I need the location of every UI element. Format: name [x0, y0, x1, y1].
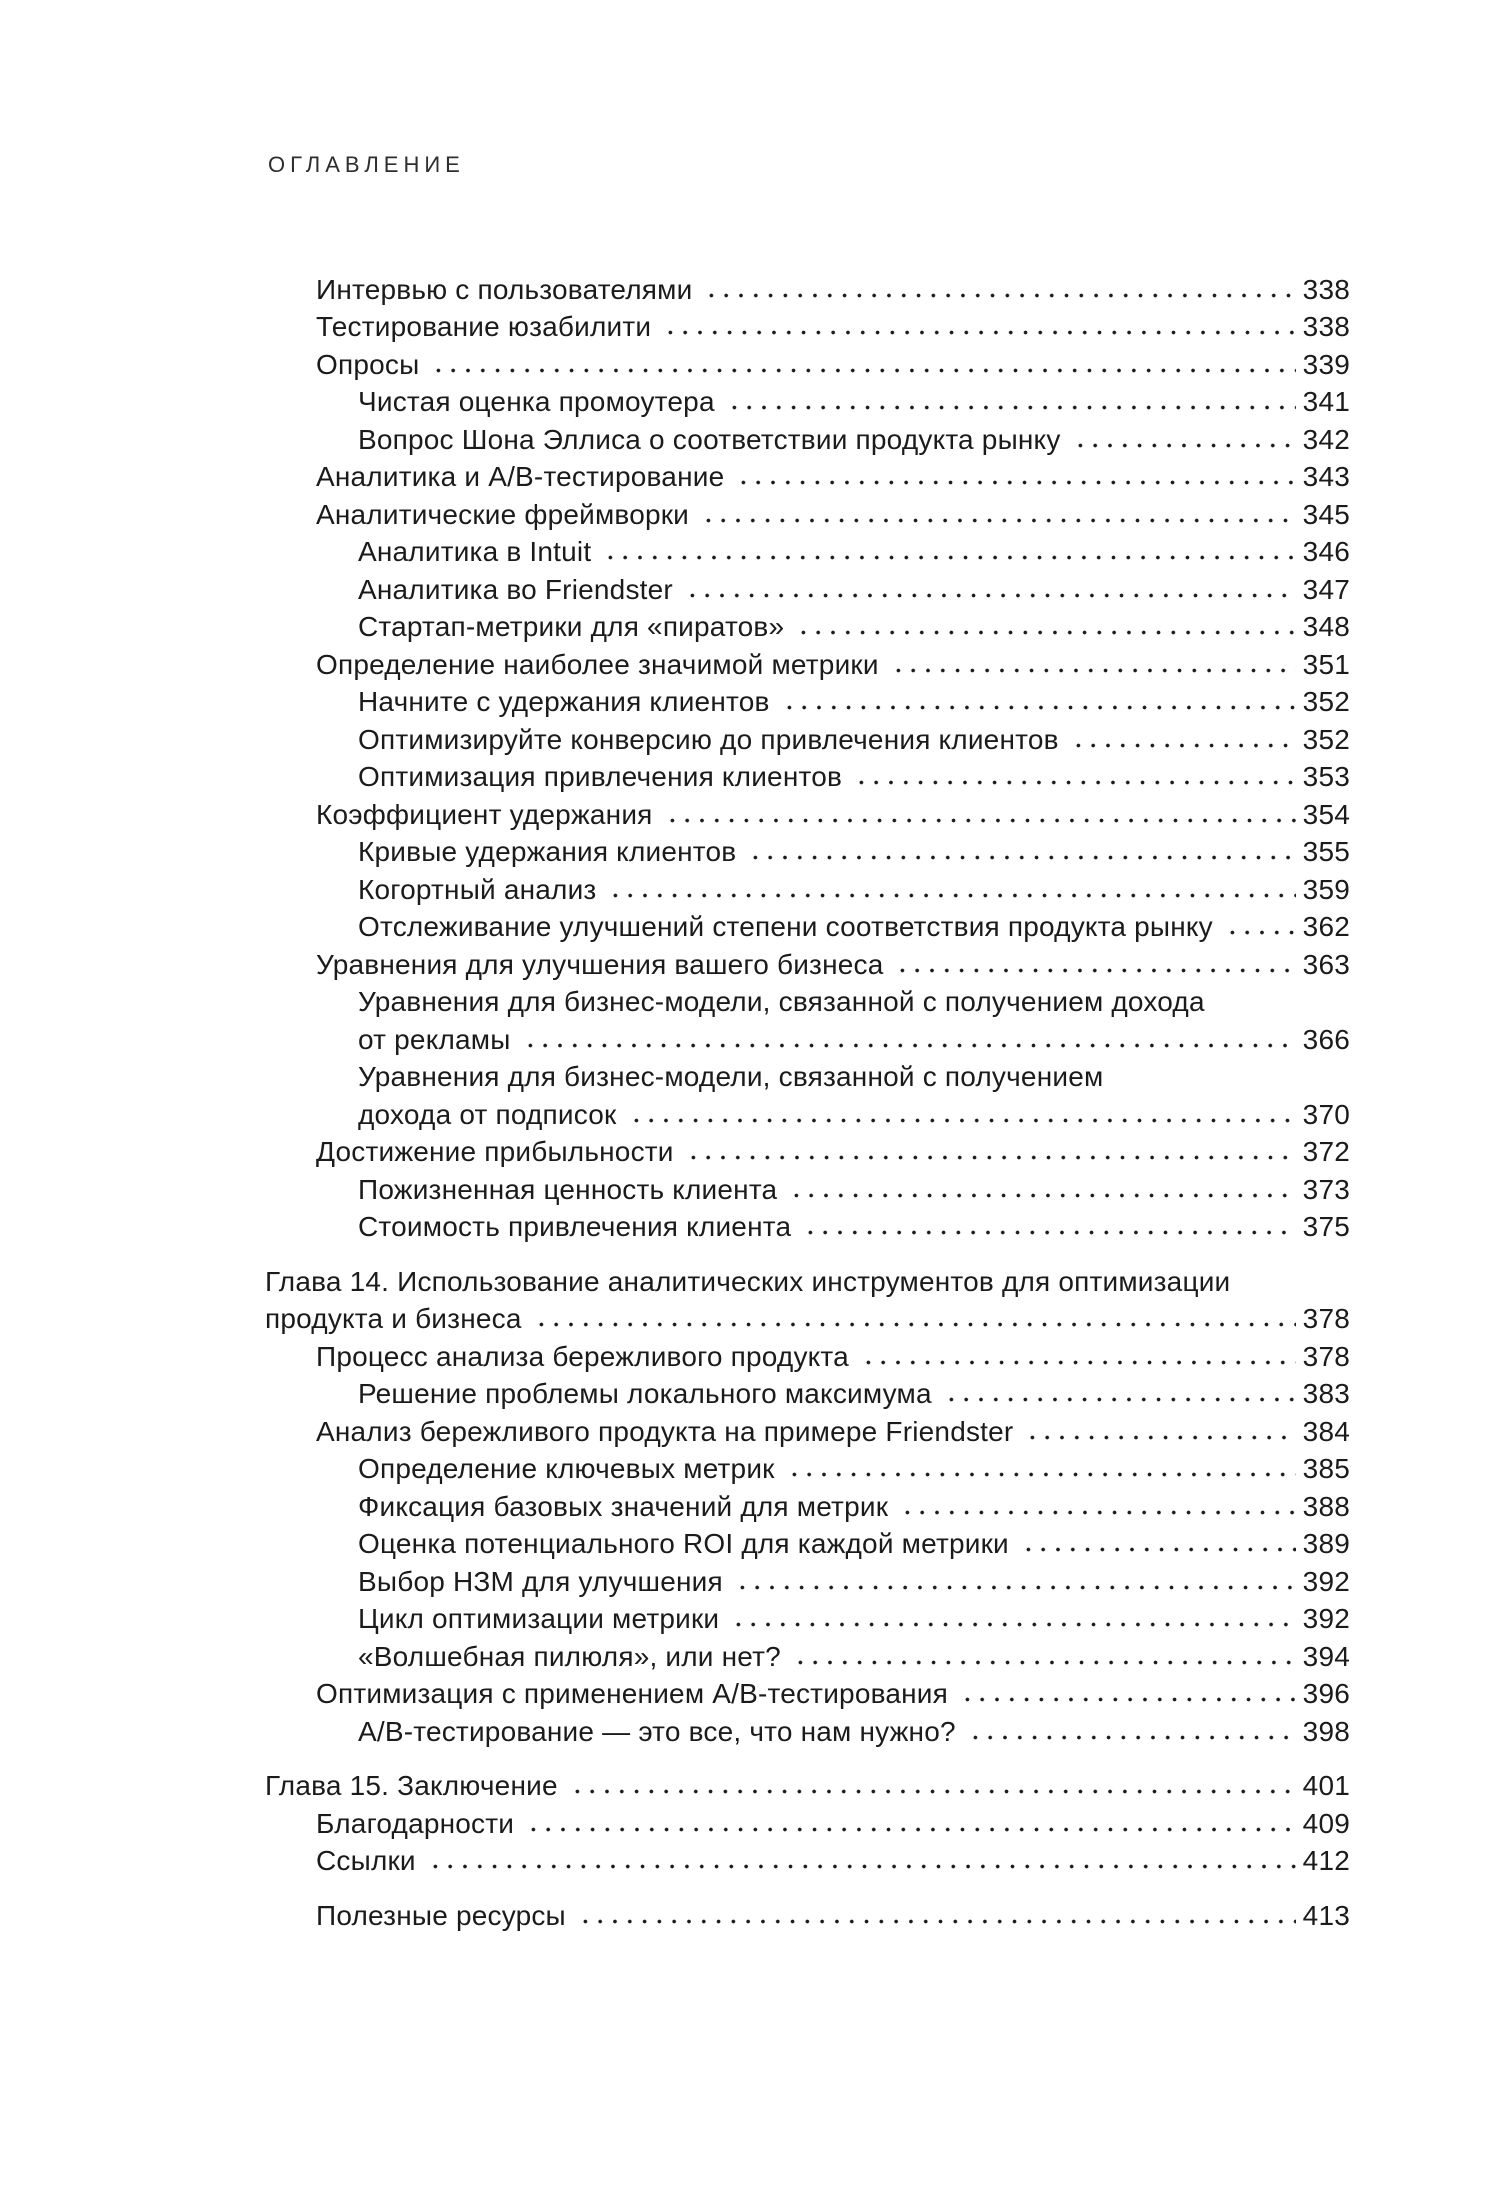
toc-entry-label: Решение проблемы локального максимума: [358, 1378, 932, 1409]
toc-page-number: 346: [1302, 536, 1350, 567]
toc-page-number: 347: [1302, 573, 1350, 605]
toc-page-number: 341: [1302, 386, 1350, 417]
toc-entry: [265, 943, 1350, 981]
toc-dot-leader: [567, 1765, 1296, 1803]
toc-entry-label: Аналитика в Intuit: [358, 536, 592, 567]
toc-page-number: 338: [1302, 273, 1350, 305]
toc-dot-leader: [1222, 906, 1296, 944]
toc-entry-label: Процесс анализа бережливого продукта: [316, 1340, 849, 1372]
toc-entry-label: Выбор НЗМ для улучшения: [358, 1565, 723, 1597]
toc-dot-leader: [888, 643, 1296, 681]
toc-dot-leader: [790, 1635, 1296, 1673]
toc-page-number: 373: [1302, 1173, 1350, 1205]
toc-dot-leader: [733, 456, 1295, 494]
toc-page-number: 370: [1302, 1098, 1350, 1130]
toc-entry-label: Оптимизация с применением A/B-тестирования: [316, 1678, 948, 1709]
toc-dot-leader: [941, 1373, 1296, 1411]
toc-entry-label: Оптимизация привлечения клиентов: [358, 761, 843, 792]
toc-entry-label: Глава 14. Использование аналитических инструментов для оптимизации: [265, 1265, 1231, 1297]
toc-dot-leader: [1068, 718, 1296, 756]
toc-dot-leader: [701, 268, 1295, 306]
toc-entry: [265, 1673, 1350, 1711]
toc-entry: [265, 1335, 1350, 1373]
toc-entry-label: Чистая оценка промоутера: [358, 386, 715, 417]
toc-entry-label: Отслеживание улучшений степени соответствия продукта рынку: [358, 911, 1213, 942]
toc-entry: [265, 1523, 1350, 1561]
toc-dot-leader: [784, 1448, 1296, 1486]
toc-page-number: 354: [1302, 798, 1350, 830]
toc-entry-label: Опросы: [316, 348, 420, 380]
toc-dot-leader: [732, 1560, 1296, 1598]
toc-entry-line: [265, 1018, 1350, 1056]
toc-dot-leader: [728, 1598, 1295, 1636]
toc-dot-leader: [575, 1894, 1296, 1932]
toc-entry: [265, 456, 1350, 494]
toc-page-number: 378: [1302, 1340, 1350, 1372]
toc-entry: [265, 1598, 1350, 1636]
toc-page-number: 352: [1302, 686, 1350, 717]
toc-dot-leader: [520, 1018, 1296, 1056]
toc-dot-leader: [600, 531, 1295, 569]
toc-entry-line: [265, 1260, 1350, 1298]
toc-dot-leader: [957, 1673, 1296, 1711]
toc-page-number: 353: [1302, 761, 1350, 792]
toc-page-number: 339: [1302, 348, 1350, 380]
toc-page-number: 412: [1302, 1845, 1350, 1876]
toc-dot-leader: [605, 868, 1295, 906]
toc-entry-label: Фиксация базовых значений для метрик: [358, 1490, 889, 1522]
toc-dot-leader: [745, 831, 1295, 869]
toc-dot-leader: [1070, 418, 1296, 456]
toc-entry-label: A/B-тестирование — это все, что нам нужно?: [358, 1715, 956, 1747]
toc-dot-leader: [897, 1485, 1296, 1523]
toc-dot-leader: [1022, 1410, 1295, 1448]
toc-entry: [265, 381, 1350, 419]
toc-page-number: 359: [1302, 873, 1350, 905]
toc-entry-label: Стартап-метрики для «пиратов»: [358, 611, 785, 642]
toc-page-number: 355: [1302, 836, 1350, 867]
toc-entry-label: Анализ бережливого продукта на примере Friendster: [316, 1415, 1014, 1447]
toc-page-number: 394: [1302, 1640, 1350, 1672]
toc-entry: [265, 1448, 1350, 1486]
toc-entry: [265, 1485, 1350, 1523]
toc-entry-label: Интервью с пользователями: [316, 273, 693, 305]
toc-entry: [265, 868, 1350, 906]
toc-page-number: 352: [1302, 723, 1350, 755]
toc-page-number: 366: [1302, 1023, 1350, 1055]
toc-page-number: 363: [1302, 948, 1350, 980]
toc-page-number: 348: [1302, 611, 1350, 642]
toc-entry-label: Тестирование юзабилити: [316, 311, 652, 342]
toc-entry: [265, 1840, 1350, 1878]
toc-entry: [265, 793, 1350, 831]
toc-page-number: 409: [1302, 1807, 1350, 1839]
toc-dot-leader: [892, 943, 1295, 981]
toc-entry-label: Аналитика во Friendster: [358, 573, 673, 605]
toc-entry: [265, 1410, 1350, 1448]
toc-entry-label: Оценка потенциального ROI для каждой метрики: [358, 1528, 1009, 1559]
toc-page-number: 413: [1302, 1899, 1350, 1931]
toc-dot-leader: [858, 1335, 1296, 1373]
toc-entry-label: Ссылки: [316, 1845, 416, 1876]
toc-entry: [265, 718, 1350, 756]
toc-page-number: 345: [1302, 498, 1350, 530]
toc-page-number: 338: [1302, 311, 1350, 342]
toc-dot-leader: [793, 606, 1295, 644]
toc-page-number: 375: [1302, 1211, 1350, 1242]
toc-entry: [265, 1802, 1350, 1840]
toc-entry-label: Пожизненная ценность клиента: [358, 1173, 778, 1205]
toc-page-number: 401: [1302, 1770, 1350, 1801]
toc-entry-label: Вопрос Шона Эллиса о соответствии продукта рынку: [358, 423, 1061, 455]
toc-entry: [265, 1635, 1350, 1673]
toc-entry-label: Кривые удержания клиентов: [358, 836, 737, 867]
toc-entry-label: Оптимизируйте конверсию до привлечения клиентов: [358, 723, 1059, 755]
toc-entry-label: Уравнения для улучшения вашего бизнеса: [316, 948, 884, 980]
toc-entry-label: Коэффициент удержания: [316, 798, 653, 830]
toc-entry-label: Уравнения для бизнес-модели, связанной с получением дохода: [358, 986, 1205, 1017]
toc-page-number: 378: [1302, 1303, 1350, 1334]
toc-dot-leader: [626, 1093, 1296, 1131]
toc-entry: [265, 531, 1350, 569]
toc-entry: [265, 418, 1350, 456]
toc-entry-line: [265, 981, 1350, 1019]
toc-dot-leader: [425, 1840, 1296, 1878]
toc-entry: [265, 1206, 1350, 1244]
toc-page-number: 388: [1302, 1490, 1350, 1522]
toc-dot-leader: [682, 568, 1296, 606]
toc-entry-label: Аналитика и A/B-тестирование: [316, 461, 725, 492]
toc-dot-leader: [523, 1802, 1296, 1840]
toc-entry: [265, 643, 1350, 681]
toc-page-number: 343: [1302, 461, 1350, 492]
toc-entry: [265, 268, 1350, 306]
toc-entry-label: Аналитические фреймворки: [316, 498, 690, 530]
toc-dot-leader: [531, 1298, 1296, 1336]
toc-entry: [265, 681, 1350, 719]
toc-page-number: 392: [1302, 1565, 1350, 1597]
toc-dot-leader: [698, 493, 1296, 531]
toc-dot-leader: [800, 1206, 1295, 1244]
toc-page-number: 342: [1302, 423, 1350, 455]
toc-entry-label: Начните с удержания клиентов: [358, 686, 770, 717]
toc-page-number: 351: [1302, 648, 1350, 680]
toc-page-number: 384: [1302, 1415, 1350, 1447]
toc-dot-leader: [786, 1168, 1295, 1206]
toc-entry: [265, 306, 1350, 344]
toc-dot-leader: [428, 343, 1295, 381]
toc-entry: [265, 1168, 1350, 1206]
toc-entry-label: Благодарности: [316, 1807, 515, 1839]
toc-dot-leader: [683, 1131, 1296, 1169]
toc-entry-label: «Волшебная пилюля», или нет?: [358, 1640, 781, 1672]
toc-page-number: 398: [1302, 1715, 1350, 1747]
toc-entry: [265, 1894, 1350, 1932]
toc-page-number: 396: [1302, 1678, 1350, 1709]
toc-entry-label: Когортный анализ: [358, 873, 597, 905]
toc-entry: [265, 343, 1350, 381]
toc-entry: [265, 606, 1350, 644]
toc-page-number: 372: [1302, 1136, 1350, 1167]
toc-entry-label: Стоимость привлечения клиента: [358, 1211, 792, 1242]
toc-entry-line: [265, 1298, 1350, 1336]
toc-entry: [265, 1710, 1350, 1748]
toc-entry-label: Определение наиболее значимой метрики: [316, 648, 879, 680]
toc-dot-leader: [662, 793, 1296, 831]
toc-entry: [265, 906, 1350, 944]
toc-entry: [265, 1131, 1350, 1169]
toc-dot-leader: [851, 756, 1296, 794]
toc-dot-leader: [779, 681, 1296, 719]
toc-entry-label: продукта и бизнеса: [265, 1303, 522, 1334]
toc-entry: [265, 1765, 1350, 1803]
toc-list: [265, 268, 1350, 1932]
toc-entry: [265, 1560, 1350, 1598]
toc-entry-line: [265, 1093, 1350, 1131]
toc-entry-label: Полезные ресурсы: [316, 1899, 566, 1931]
page-title: ОГЛАВЛЕНИЕ: [268, 152, 465, 177]
toc-page-number: 392: [1302, 1603, 1350, 1634]
toc-page-number: 362: [1302, 911, 1350, 942]
toc-entry-label: Уравнения для бизнес-модели, связанной с получением: [358, 1061, 1104, 1092]
toc-entry-label: Цикл оптимизации метрики: [358, 1603, 720, 1634]
toc-entry: [265, 831, 1350, 869]
toc-page-number: 389: [1302, 1528, 1350, 1559]
toc-dot-leader: [1018, 1523, 1296, 1561]
toc-entry-label: от рекламы: [358, 1023, 511, 1055]
toc-entry-label: Определение ключевых метрик: [358, 1453, 775, 1484]
toc-entry-line: [265, 1056, 1350, 1094]
toc-entry-label: Глава 15. Заключение: [265, 1770, 558, 1801]
toc-entry: [265, 1373, 1350, 1411]
toc-dot-leader: [965, 1710, 1296, 1748]
toc-page-number: 385: [1302, 1453, 1350, 1484]
toc-page-number: 383: [1302, 1378, 1350, 1409]
toc-dot-leader: [660, 306, 1295, 344]
toc-entry: [265, 493, 1350, 531]
toc-entry: [265, 756, 1350, 794]
toc-entry-label: дохода от подписок: [358, 1098, 617, 1130]
toc-entry-label: Достижение прибыльности: [316, 1136, 674, 1167]
toc-dot-leader: [724, 381, 1296, 419]
toc-entry: [265, 568, 1350, 606]
